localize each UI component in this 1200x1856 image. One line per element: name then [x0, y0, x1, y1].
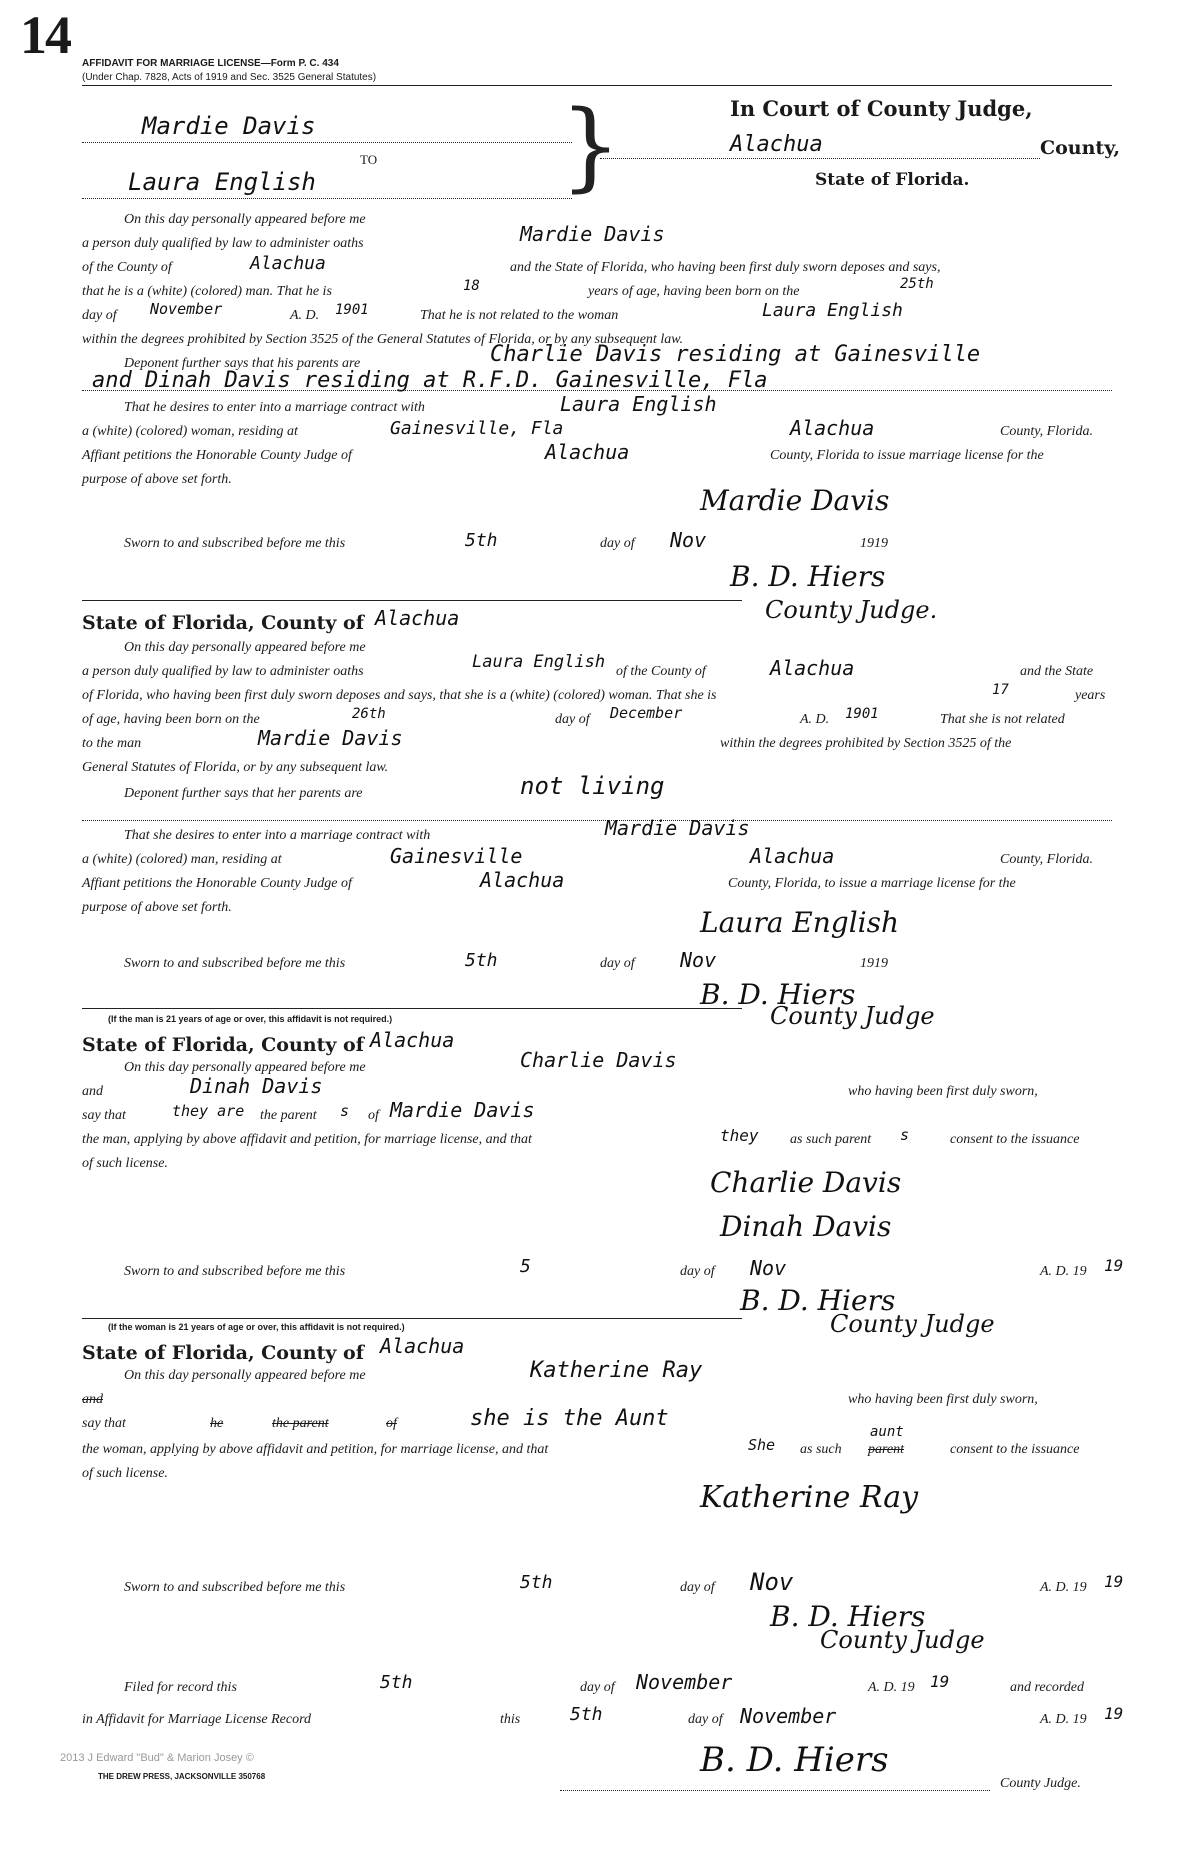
- woman-consent-line4c: parent: [868, 1442, 905, 1457]
- man-consent-sig1: Charlie Davis: [710, 1166, 902, 1199]
- groom-birth-year: 1901: [335, 302, 369, 318]
- woman-consent-sig1: Katherine Ray: [700, 1480, 919, 1515]
- bride-sworn-a: Sworn to and subscribed before me this: [124, 956, 346, 971]
- bride-line2a: a person duly qualified by law to administer oaths: [82, 664, 364, 679]
- court-title: In Court of County Judge,: [730, 96, 1033, 121]
- groom-judge-title: County Judge.: [765, 596, 938, 624]
- groom-petition-county: Alachua: [545, 440, 630, 464]
- groom-line4a: that he is a (white) (colored) man. That he is: [82, 284, 332, 299]
- groom-line9a: a (white) (colored) woman, residing at: [82, 424, 298, 439]
- woman-consent-line5: of such license.: [82, 1466, 168, 1481]
- man-consent-line3c: of: [368, 1108, 379, 1123]
- bride-age: 17: [992, 682, 1009, 698]
- bride-parents-line: [82, 820, 1112, 821]
- woman-consent-line2a: and: [82, 1392, 103, 1407]
- man-consent-sworn-b: day of: [680, 1264, 715, 1279]
- bride-sworn-year: 1919: [860, 956, 888, 971]
- caption-county-word: County,: [1040, 137, 1121, 159]
- man-consent-they-are: they are: [172, 1102, 245, 1120]
- caption-county: Alachua: [730, 132, 823, 157]
- bride-line7: Deponent further says that her parents are: [124, 786, 363, 801]
- woman-consent-line4a: the woman, applying by above affidavit and petition, for marriage license, and that: [82, 1442, 549, 1457]
- bride-man: Mardie Davis: [258, 726, 403, 750]
- man-consent-sworn-year: 19: [1104, 1256, 1124, 1275]
- man-consent-judge-title: County Judge: [830, 1310, 995, 1338]
- filing-month1: November: [636, 1670, 733, 1694]
- page-number: 14: [20, 5, 70, 65]
- bride-sworn-b: day of: [600, 956, 635, 971]
- filing-year2: 19: [1104, 1704, 1124, 1723]
- groom-line5c: That he is not related to the woman: [420, 308, 619, 323]
- woman-consent-sworn-day: 5th: [520, 1572, 553, 1593]
- bride-line4a: of age, having been born on the: [82, 712, 260, 727]
- groom-line9b: County, Florida.: [1000, 424, 1093, 439]
- bride-line5a: to the man: [82, 736, 142, 751]
- groom-line2: a person duly qualified by law to administer oaths: [82, 236, 364, 251]
- section-rule-3: [82, 1318, 742, 1319]
- woman-consent-sworn-b: day of: [680, 1580, 715, 1595]
- filing-line1a: Filed for record this: [124, 1680, 237, 1695]
- filing-month2: November: [740, 1704, 837, 1728]
- filing-line2d: A. D. 19: [1040, 1712, 1087, 1727]
- groom-line5a: day of: [82, 308, 117, 323]
- bride-petition-county: Alachua: [480, 868, 565, 892]
- form-title: AFFIDAVIT FOR MARRIAGE LICENSE—Form P. C. 434: [82, 58, 339, 69]
- man-consent-sworn-a: Sworn to and subscribed before me this: [124, 1264, 346, 1279]
- bride-sworn-day: 5th: [465, 950, 498, 971]
- bride-line10b: County, Florida, to issue a marriage license for the: [728, 876, 1016, 891]
- caption-bride: Laura English: [128, 168, 316, 196]
- woman-consent-judge-title: County Judge: [820, 1626, 985, 1654]
- man-consent-person2: Dinah Davis: [190, 1074, 323, 1098]
- bride-line3b: years: [1075, 688, 1106, 703]
- groom-line8: That he desires to enter into a marriage contract with: [124, 400, 425, 415]
- woman-consent-sworn-month: Nov: [750, 1568, 794, 1596]
- man-consent-child: Mardie Davis: [390, 1098, 535, 1122]
- groom-line3a: of the County of: [82, 260, 172, 275]
- bride-line11: purpose of above set forth.: [82, 900, 232, 915]
- man-consent-line4c: consent to the issuance: [950, 1132, 1080, 1147]
- filing-line2a: in Affidavit for Marriage License Record: [82, 1712, 312, 1727]
- woman-consent-judge-signature: B. D. Hiers: [770, 1600, 926, 1633]
- bride-head-county: Alachua: [375, 606, 460, 630]
- bride-sworn-month: Nov: [680, 948, 717, 972]
- groom-woman: Laura English: [762, 300, 903, 321]
- footer-copyright: 2013 J Edward "Bud" & Marion Josey ©: [60, 1752, 254, 1764]
- bride-line10a: Affiant petitions the Honorable County Judge of: [82, 876, 352, 891]
- bride-line4b: day of: [555, 712, 590, 727]
- groom-age: 18: [463, 278, 480, 294]
- man-consent-sworn-c: A. D. 19: [1040, 1264, 1087, 1279]
- man-consent-line5: of such license.: [82, 1156, 168, 1171]
- man-consent-line4b: as such parent: [790, 1132, 872, 1147]
- caption-groom: Mardie Davis: [142, 112, 316, 140]
- woman-consent-line3a: say that: [82, 1416, 126, 1431]
- caption-to: TO: [360, 152, 378, 167]
- man-consent-sworn-day: 5: [520, 1256, 531, 1277]
- man-consent-sworn-month: Nov: [750, 1256, 787, 1280]
- groom-birth-month: November: [150, 300, 223, 318]
- man-consent-line2b: who having been first duly sworn,: [848, 1084, 1038, 1099]
- man-consent-line3b: the parent: [260, 1108, 317, 1123]
- groom-line6: within the degrees prohibited by Section 3525 of the General Statutes of Florida, or by any subsequent law.: [82, 332, 684, 347]
- groom-line10b: County, Florida to issue marriage license for the: [770, 448, 1044, 463]
- filing-day1: 5th: [380, 1672, 413, 1693]
- bride-line2c: and the State: [1020, 664, 1094, 679]
- woman-consent-aunt: aunt: [870, 1424, 904, 1440]
- man-consent-judge-signature: B. D. Hiers: [740, 1284, 896, 1317]
- section-rule-2: [82, 1008, 742, 1009]
- groom-sworn-year: 1919: [860, 536, 888, 551]
- bride-line8: That she desires to enter into a marriage contract with: [124, 828, 431, 843]
- filing-clerk-signature: B. D. Hiers: [700, 1740, 889, 1780]
- woman-consent-county: Alachua: [380, 1334, 465, 1358]
- bride-judge-title: County Judge: [770, 1002, 935, 1030]
- groom-sworn-a: Sworn to and subscribed before me this: [124, 536, 346, 551]
- bride-county: Alachua: [770, 656, 855, 680]
- woman-consent-sworn-year: 19: [1104, 1572, 1124, 1591]
- bride-line5b: within the degrees prohibited by Section 3525 of the: [720, 736, 1012, 751]
- groom-judge-signature: B. D. Hiers: [730, 560, 886, 593]
- groom-line7: Deponent further says that his parents are: [124, 356, 361, 371]
- bride-head: State of Florida, County of: [82, 612, 364, 634]
- bride-line3a: of Florida, who having been first duly sworn deposes and says, that she is a (white) (colored) woman. That she is: [82, 688, 717, 703]
- man-consent-person1: Charlie Davis: [520, 1048, 677, 1072]
- woman-consent-line3c: the parent: [272, 1416, 329, 1431]
- filing-clerk-title: County Judge.: [1000, 1776, 1081, 1791]
- bride-line4c: A. D.: [800, 712, 830, 727]
- groom-parents-line: [82, 390, 1112, 391]
- filing-line1c: A. D. 19: [868, 1680, 915, 1695]
- woman-consent-sworn-a: Sworn to and subscribed before me this: [124, 1580, 346, 1595]
- groom-birth-day: 25th: [900, 276, 934, 292]
- groom-signature: Mardie Davis: [700, 484, 890, 517]
- groom-line10a: Affiant petitions the Honorable County Judge of: [82, 448, 352, 463]
- header-rule: [82, 85, 1112, 86]
- bride-line9b: County, Florida.: [1000, 852, 1093, 867]
- woman-consent-line2b: who having been first duly sworn,: [848, 1392, 1038, 1407]
- woman-consent-line4d: consent to the issuance: [950, 1442, 1080, 1457]
- filing-day2: 5th: [570, 1704, 603, 1725]
- filing-line2b: this: [500, 1712, 521, 1727]
- bride-residence: Gainesville: [390, 844, 523, 868]
- man-consent-s: s: [340, 1102, 350, 1120]
- groom-affiant: Mardie Davis: [520, 222, 665, 246]
- bride-parents: not living: [520, 772, 665, 800]
- woman-consent-head: State of Florida, County of: [82, 1342, 364, 1364]
- groom-county: Alachua: [250, 253, 326, 274]
- filing-year1: 19: [930, 1672, 950, 1691]
- form-subtitle: (Under Chap. 7828, Acts of 1919 and Sec. 3525 General Statutes): [82, 72, 377, 83]
- groom-residence-county: Alachua: [790, 416, 875, 440]
- caption-state: State of Florida.: [815, 170, 970, 190]
- caption-bride-line: [82, 198, 572, 199]
- bride-affiant: Laura English: [472, 652, 606, 672]
- groom-parents-1: Charlie Davis residing at Gainesville: [490, 342, 981, 367]
- caption-brace: }: [560, 90, 622, 202]
- bride-line6: General Statutes of Florida, or by any subsequent law.: [82, 760, 389, 775]
- woman-consent-note: (If the woman is 21 years of age or over, this affidavit is not required.): [108, 1322, 405, 1332]
- groom-sworn-b: day of: [600, 536, 635, 551]
- section-rule-1: [82, 600, 742, 601]
- woman-consent-line3b: he: [210, 1416, 224, 1431]
- man-consent-note: (If the man is 21 years of age or over, this affidavit is not required.): [108, 1014, 393, 1024]
- woman-consent-line1: On this day personally appeared before me: [124, 1368, 366, 1383]
- groom-residence: Gainesville, Fla: [390, 418, 564, 439]
- groom-sworn-day: 5th: [465, 530, 498, 551]
- woman-consent-person1: Katherine Ray: [530, 1358, 703, 1383]
- caption-county-line: [600, 158, 1040, 159]
- man-consent-line2a: and: [82, 1084, 103, 1099]
- groom-sworn-month: Nov: [670, 528, 707, 552]
- groom-parents-2: and Dinah Davis residing at R.F.D. Gainesville, Fla: [92, 368, 768, 393]
- woman-consent-line3d: of: [386, 1416, 397, 1431]
- man-consent-sig2: Dinah Davis: [720, 1210, 892, 1243]
- bride-line2b: of the County of: [616, 664, 706, 679]
- bride-groom: Mardie Davis: [605, 816, 750, 840]
- woman-consent-relation: she is the Aunt: [470, 1406, 669, 1431]
- filing-line2c: day of: [688, 1712, 723, 1727]
- bride-judge-signature: B. D. Hiers: [700, 978, 856, 1011]
- bride-line9a: a (white) (colored) man, residing at: [82, 852, 282, 867]
- man-consent-county: Alachua: [370, 1028, 455, 1052]
- man-consent-they: they: [720, 1126, 759, 1145]
- man-consent-line4a: the man, applying by above affidavit and petition, for marriage license, and that: [82, 1132, 532, 1147]
- groom-line11: purpose of above set forth.: [82, 472, 232, 487]
- groom-line1: On this day personally appeared before me: [124, 212, 366, 227]
- footer-press: THE DREW PRESS, JACKSONVILLE 350768: [98, 1772, 266, 1781]
- woman-consent-she: She: [748, 1436, 776, 1454]
- man-consent-head: State of Florida, County of: [82, 1034, 364, 1056]
- man-consent-line1: On this day personally appeared before me: [124, 1060, 366, 1075]
- man-consent-s2: s: [900, 1126, 910, 1144]
- groom-line4b: years of age, having been born on the: [588, 284, 800, 299]
- filing-signature-line: [560, 1790, 990, 1791]
- bride-line4d: That she is not related: [940, 712, 1065, 727]
- caption-groom-line: [82, 142, 572, 143]
- bride-birth-day: 26th: [352, 706, 386, 722]
- woman-consent-sworn-c: A. D. 19: [1040, 1580, 1087, 1595]
- woman-consent-line4b: as such: [800, 1442, 842, 1457]
- bride-residence-county: Alachua: [750, 844, 835, 868]
- man-consent-line3a: say that: [82, 1108, 126, 1123]
- bride-birth-year: 1901: [845, 706, 879, 722]
- bride-birth-month: December: [610, 704, 683, 722]
- bride-line1: On this day personally appeared before me: [124, 640, 366, 655]
- filing-line1d: and recorded: [1010, 1680, 1084, 1695]
- groom-bride: Laura English: [560, 392, 717, 416]
- bride-signature: Laura English: [700, 906, 900, 939]
- groom-line3b: and the State of Florida, who having been first duly sworn deposes and says,: [510, 260, 941, 275]
- filing-line1b: day of: [580, 1680, 615, 1695]
- groom-line5b: A. D.: [290, 308, 320, 323]
